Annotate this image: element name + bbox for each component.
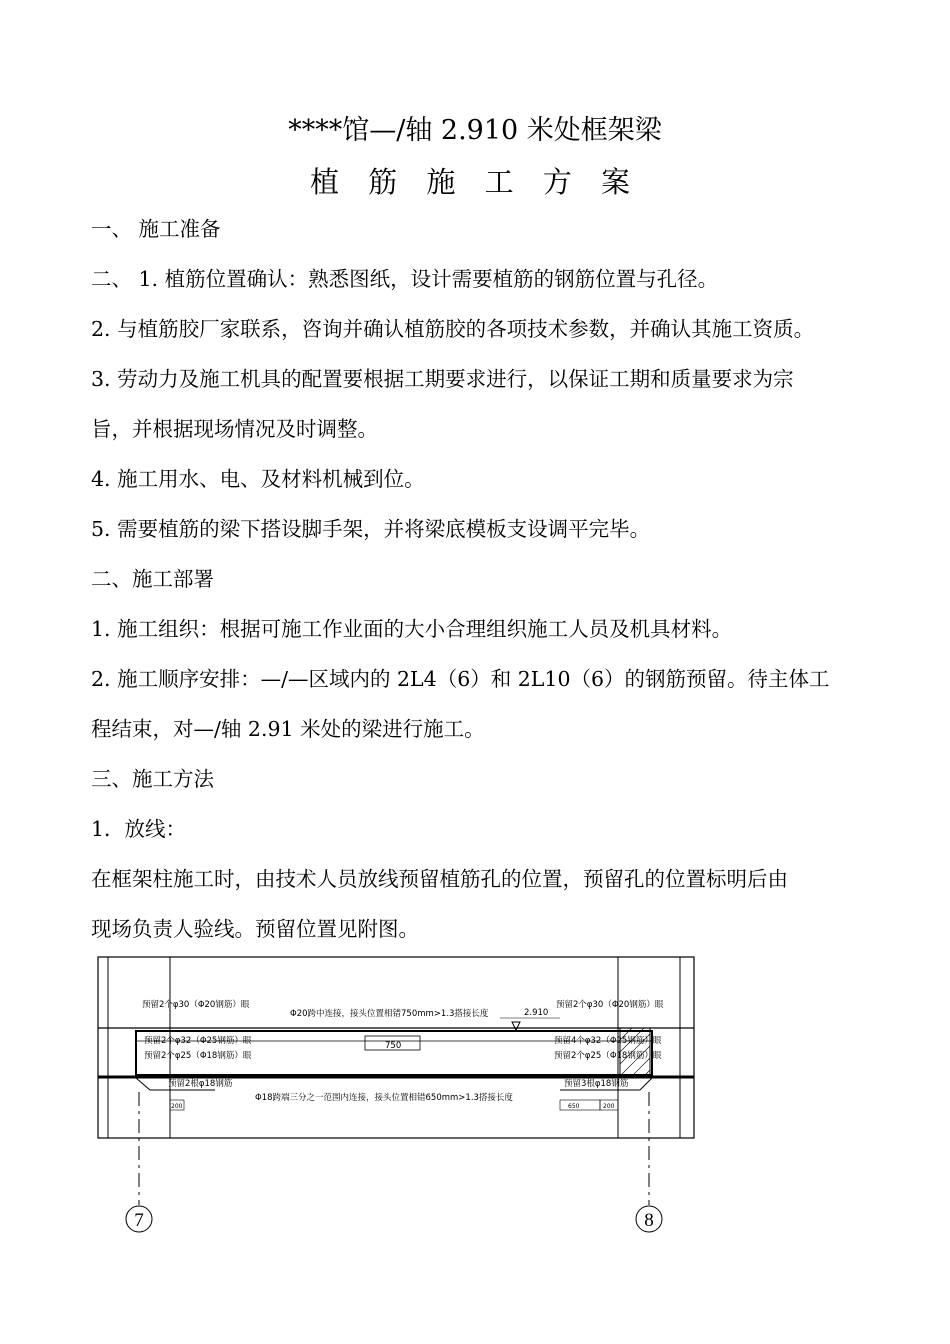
paragraph: 3. 劳动力及施工机具的配置要根据工期要求进行，以保证工期和质量要求为宗 bbox=[91, 367, 794, 391]
paragraph: 4. 施工用水、电、及材料机械到位。 bbox=[91, 467, 425, 491]
elevation-marker bbox=[512, 1022, 520, 1030]
drawing-label: 预留2个φ30（Φ20钢筋）眼 bbox=[142, 1000, 250, 1010]
drawing-label: Φ20跨中连接，接头位置相错750mm>1.3搭接长度 bbox=[290, 1009, 489, 1019]
document-subtitle: 植 筋 施 工 方 案 bbox=[309, 165, 641, 199]
paragraph: 2. 施工顺序安排：—/—区域内的 2L4（6）和 2L10（6）的钢筋预留。待主体工 bbox=[91, 667, 830, 691]
dimension-label: 750 bbox=[385, 1041, 402, 1051]
paragraph: 5. 需要植筋的梁下搭设脚手架，并将梁底模板支设调平完毕。 bbox=[91, 517, 651, 541]
dimension-label: 200 bbox=[171, 1103, 183, 1110]
paragraph: 在框架柱施工时，由技术人员放线预留植筋孔的位置，预留孔的位置标明后由 bbox=[91, 867, 788, 891]
paragraph: 旨，并根据现场情况及时调整。 bbox=[91, 417, 378, 441]
drawing-label: 预留2根φ18钢筋 bbox=[168, 1079, 233, 1089]
paragraph: 程结束，对—/轴 2.91 米处的梁进行施工。 bbox=[91, 717, 485, 741]
drawing-label: 预留2个φ25（Φ18钢筋）眼 bbox=[554, 1051, 662, 1061]
section-heading-preparation: 一、 施工准备 bbox=[91, 217, 221, 241]
elevation-label: 2.910 bbox=[524, 1008, 549, 1018]
paragraph: 1. 施工组织：根据可施工作业面的大小合理组织施工人员及机具材料。 bbox=[91, 617, 733, 641]
paragraph: 现场负责人验线。预留位置见附图。 bbox=[91, 917, 419, 941]
section-heading-deployment: 二、施工部署 bbox=[91, 567, 214, 591]
drawing-label: 预留4个φ32（Φ25钢筋）眼 bbox=[554, 1036, 662, 1046]
dimension-label: 650 bbox=[568, 1103, 580, 1110]
paragraph: 二、 1. 植筋位置确认：熟悉图纸，设计需要植筋的钢筋位置与孔径。 bbox=[91, 267, 719, 291]
drawing-label: 预留2个φ25（Φ18钢筋）眼 bbox=[144, 1051, 252, 1061]
paragraph: 1．放线： bbox=[91, 817, 187, 841]
drawing-label: 预留2个φ32（Φ25钢筋）眼 bbox=[144, 1036, 252, 1046]
section-heading-method: 三、施工方法 bbox=[91, 767, 214, 791]
paragraph: 2. 与植筋胶厂家联系，咨询并确认植筋胶的各项技术参数，并确认其施工资质。 bbox=[91, 317, 815, 341]
document-title: ****馆—/轴 2.910 米处框架梁 bbox=[288, 115, 662, 146]
drawing-label: Φ18跨端三分之一范围内连接，接头位置相错650mm>1.3搭接长度 bbox=[255, 1093, 513, 1103]
dimension-label: 200 bbox=[603, 1103, 615, 1110]
drawing-label: 预留3根φ18钢筋 bbox=[564, 1079, 629, 1089]
axis-label: 8 bbox=[644, 1210, 654, 1231]
drawing-label: 预留2个φ30（Φ20钢筋）眼 bbox=[556, 1000, 664, 1010]
axis-label: 7 bbox=[134, 1210, 144, 1231]
